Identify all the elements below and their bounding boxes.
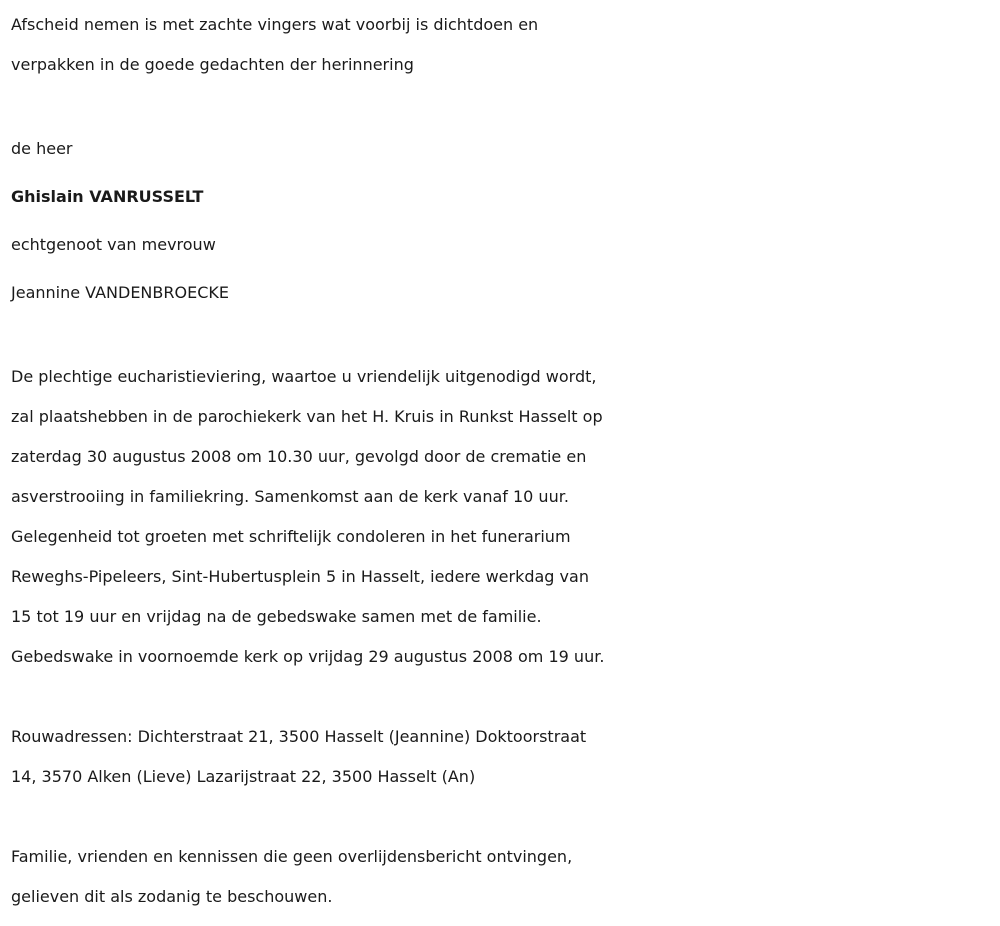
person-title: de heer [11,139,73,158]
ceremony-line: asverstrooiing in familiekring. Samenkomst aan de kerk vanaf 10 uur. [11,487,569,506]
ceremony-line: Gebedswake in voornoemde kerk op vrijdag 29 augustus 2008 om 19 uur. [11,647,605,666]
address-line: 14, 3570 Alken (Lieve) Lazarijstraat 22, 3500 Hasselt (An) [11,767,476,786]
closing-paragraph [11,837,1000,917]
ceremony-line: 15 tot 19 uur en vrijdag na de gebedswake samen met de familie. [11,607,542,626]
person-name: Ghislain VANRUSSELT [11,187,204,206]
closing-line: Familie, vrienden en kennissen die geen overlijdensbericht ontvingen, [11,847,573,866]
person-block [11,125,1000,317]
ceremony-line: zaterdag 30 augustus 2008 om 10.30 uur, gevolgd door de crematie en [11,447,587,466]
quote-line: verpakken in de goede gedachten der herinnering [11,55,414,74]
ceremony-line: De plechtige eucharistieviering, waartoe u vriendelijk uitgenodigd wordt, [11,367,597,386]
quote-paragraph [11,5,1000,85]
spacer [11,317,1000,357]
spacer [11,797,1000,837]
spacer [11,85,1000,125]
addresses-paragraph [11,717,1000,797]
ceremony-line: Gelegenheid tot groeten met schriftelijk condoleren in het funerarium [11,527,571,546]
ceremony-paragraph [11,357,1000,677]
spacer [11,677,1000,717]
ceremony-line: Reweghs-Pipeleers, Sint-Hubertusplein 5 in Hasselt, iedere werkdag van [11,567,589,586]
address-line: Rouwadressen: Dichterstraat 21, 3500 Hasselt (Jeannine) Doktoorstraat [11,727,587,746]
spouse-name: Jeannine VANDENBROECKE [11,283,229,302]
ceremony-line: zal plaatshebben in de parochiekerk van het H. Kruis in Runkst Hasselt op [11,407,603,426]
closing-line: gelieven dit als zodanig te beschouwen. [11,887,333,906]
person-relation: echtgenoot van mevrouw [11,235,216,254]
quote-line: Afscheid nemen is met zachte vingers wat voorbij is dichtdoen en [11,15,539,34]
